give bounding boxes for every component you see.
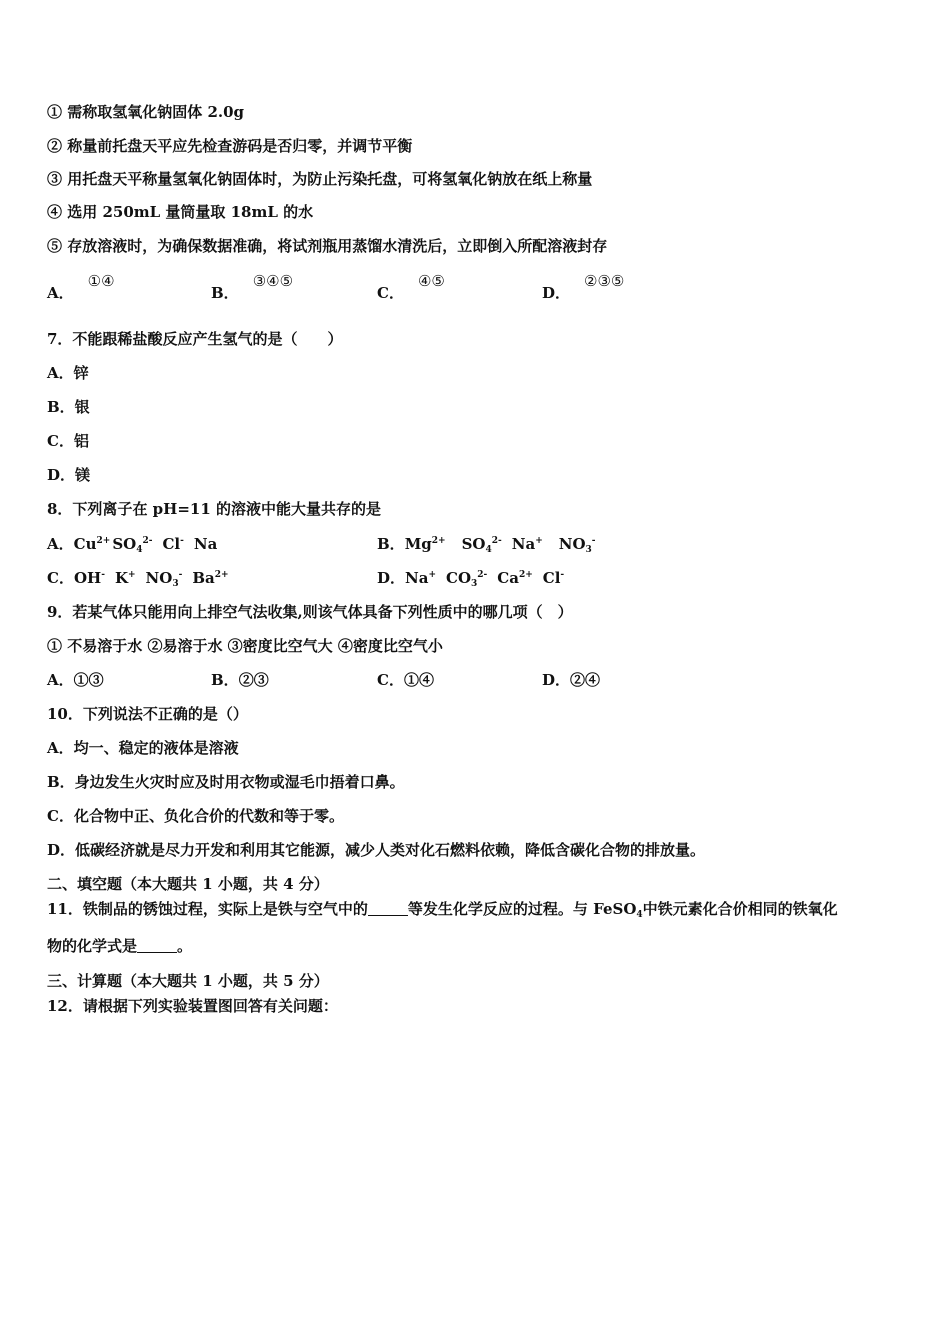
q10-option-a: A．均一、稳定的液体是溶液 bbox=[47, 739, 239, 757]
q7-stem: 7．不能跟稀盐酸反应产生氢气的是（ ） bbox=[47, 330, 343, 348]
q9-option-c: C．①④ bbox=[377, 671, 434, 689]
q11-blank-1[interactable] bbox=[368, 901, 408, 916]
q11-line-1: 11．铁制品的锈蚀过程，实际上是铁与空气中的 等发生化学反应的过程。与 FeSO$_4$中铁元素化合价相同的铁氧化 bbox=[47, 900, 838, 920]
q6-statement-4: ④ 选用 250mL 量筒量取 18mL 的水 bbox=[47, 203, 314, 221]
q6-option-c: C．④⑤ bbox=[377, 272, 445, 302]
q11-blank-2[interactable] bbox=[137, 938, 177, 953]
q10-option-c: C．化合物中正、负化合价的代数和等于零。 bbox=[47, 807, 344, 825]
q8-option-b: B．$Mg^{2+}$ $SO_4^{2-}$ Na+ $NO_3^-$ bbox=[377, 535, 596, 555]
q9-option-d: D．②④ bbox=[542, 671, 601, 689]
q7-option-d: D．镁 bbox=[47, 466, 91, 484]
q11-line-2: 物的化学式是 。 bbox=[47, 937, 193, 955]
q6-statement-2: ② 称量前托盘天平应先检查游码是否归零，并调节平衡 bbox=[47, 137, 413, 155]
q6-statement-1: ① 需称取氢氧化钠固体 2.0g bbox=[47, 103, 245, 121]
q10-stem: 10．下列说法不正确的是（） bbox=[47, 705, 248, 723]
q6-statement-5: ⑤ 存放溶液时，为确保数据准确，将试剂瓶用蒸馏水清洗后，立即倒入所配溶液封存 bbox=[47, 237, 608, 255]
q7-option-a: A．锌 bbox=[47, 364, 89, 382]
q8-stem: 8．下列离子在 pH=11 的溶液中能大量共存的是 bbox=[47, 500, 381, 518]
section-2-heading: 二、填空题（本大题共 1 小题，共 4 分） bbox=[47, 875, 329, 893]
q6-option-a: A．①④ bbox=[47, 272, 115, 302]
q10-option-b: B．身边发生火灾时应及时用衣物或湿毛巾捂着口鼻。 bbox=[47, 773, 405, 791]
q8-option-a: A．$Cu^{2+}$ $SO_4^{2-}$ Cl- Na bbox=[47, 535, 218, 555]
q12-stem: 12．请根据下列实验装置图回答有关问题： bbox=[47, 997, 338, 1015]
q7-option-c: C．铝 bbox=[47, 432, 89, 450]
q9-option-b: B．②③ bbox=[211, 671, 269, 689]
q8-option-c: C．OH- K+ $NO_3^-$ $Ba^{2+}$ bbox=[47, 569, 229, 589]
q6-option-d: D．②③⑤ bbox=[542, 272, 625, 302]
q6-statement-3: ③ 用托盘天平称量氢氧化钠固体时，为防止污染托盘，可将氢氧化钠放在纸上称量 bbox=[47, 170, 593, 188]
q9-properties: ① 不易溶于水 ②易溶于水 ③密度比空气大 ④密度比空气小 bbox=[47, 637, 443, 655]
q10-option-d: D．低碳经济就是尽力开发和利用其它能源，减少人类对化石燃料依赖，降低含碳化合物的排放量。 bbox=[47, 841, 706, 859]
q6-option-b: B．③④⑤ bbox=[211, 272, 294, 302]
q8-option-d: D．Na+ $CO_3^{2-}$ $Ca^{2+}$ Cl- bbox=[377, 569, 565, 589]
q9-stem: 9．若某气体只能用向上排空气法收集,则该气体具备下列性质中的哪几项（ ） bbox=[47, 603, 573, 621]
section-3-heading: 三、计算题（本大题共 1 小题，共 5 分） bbox=[47, 972, 329, 990]
q7-option-b: B．银 bbox=[47, 398, 90, 416]
q9-option-a: A．①③ bbox=[47, 671, 104, 689]
